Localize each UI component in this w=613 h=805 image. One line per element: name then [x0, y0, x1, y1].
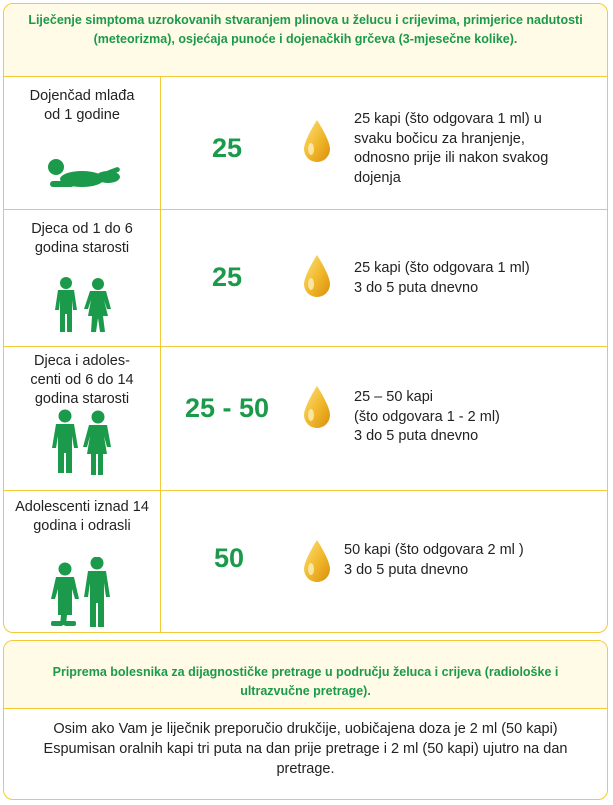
diagnostic-heading: Priprema bolesnika za dijagnostičke pretrage u području želuca i crijeva (radiološke i ultrazvučne pretrage). — [4, 641, 607, 709]
age-cell — [4, 491, 161, 633]
age-cell — [4, 210, 161, 346]
dose-number: 25 — [211, 262, 243, 292]
age-line: Djeca i adoles- — [34, 353, 130, 369]
age-line: godina starosti — [34, 240, 130, 256]
dose-number: 50 — [213, 543, 245, 573]
dose-text: 25 kapi (što odgovara 1 ml) u svaku bočicu za hranjenje, odnosno prije ili nakon svakog dojenja — [354, 111, 549, 186]
dosage-heading: Liječenje simptoma uzrokovanih stvaranjem plinova u želucu i crijevima, primjerice nadutosti (meteorizma), osjećaja punoće i dojenačkih grčeva (3-mjesečne kolike). — [4, 4, 607, 77]
older-children-icon — [48, 409, 118, 475]
drop-icon — [301, 254, 333, 298]
children-icon — [50, 276, 116, 334]
dosage-table — [3, 3, 608, 633]
drop-icon — [301, 119, 333, 163]
teen-adult-icon — [48, 557, 118, 629]
dosage-row-children-1-6 — [4, 210, 607, 347]
dose-number: 25 - 50 — [184, 393, 270, 423]
drop-icon — [301, 385, 333, 429]
diagnostic-text: Osim ako Vam je liječnik preporučio drukčije, uobičajena doza je 2 ml (50 kapi) Espumisan oralnih kapi tri puta na dan prije pretrage i 2 ml (50 kapi) ujutro na dan pretrage. — [43, 721, 568, 777]
dose-text: 50 kapi (što odgovara 2 ml ) 3 do 5 puta dnevno — [344, 542, 524, 578]
dose-number: 25 — [211, 133, 243, 163]
drop-icon — [301, 539, 333, 583]
age-cell — [4, 347, 161, 490]
dosage-row-children-6-14 — [4, 347, 607, 491]
age-cell — [4, 77, 161, 209]
age-line: od 1 godine — [44, 107, 120, 123]
dose-text: 25 kapi (što odgovara 1 ml) 3 do 5 puta dnevno — [354, 260, 530, 296]
dosage-row-adults — [4, 491, 607, 633]
age-line: Dojenčad mlađa — [29, 88, 135, 104]
diagnostic-prep-box — [3, 640, 608, 800]
age-line: godina i odrasli — [33, 518, 131, 534]
dose-text: 25 – 50 kapi (što odgovara 1 - 2 ml) 3 do 5 puta dnevno — [354, 389, 500, 444]
infant-lying-icon — [44, 155, 122, 193]
age-line: godina starosti — [34, 391, 130, 407]
age-line: Adolescenti iznad 14 — [15, 499, 149, 515]
dosage-row-infant — [4, 77, 607, 210]
age-line: centi od 6 do 14 — [30, 372, 134, 388]
age-line: Djeca od 1 do 6 — [31, 221, 133, 237]
